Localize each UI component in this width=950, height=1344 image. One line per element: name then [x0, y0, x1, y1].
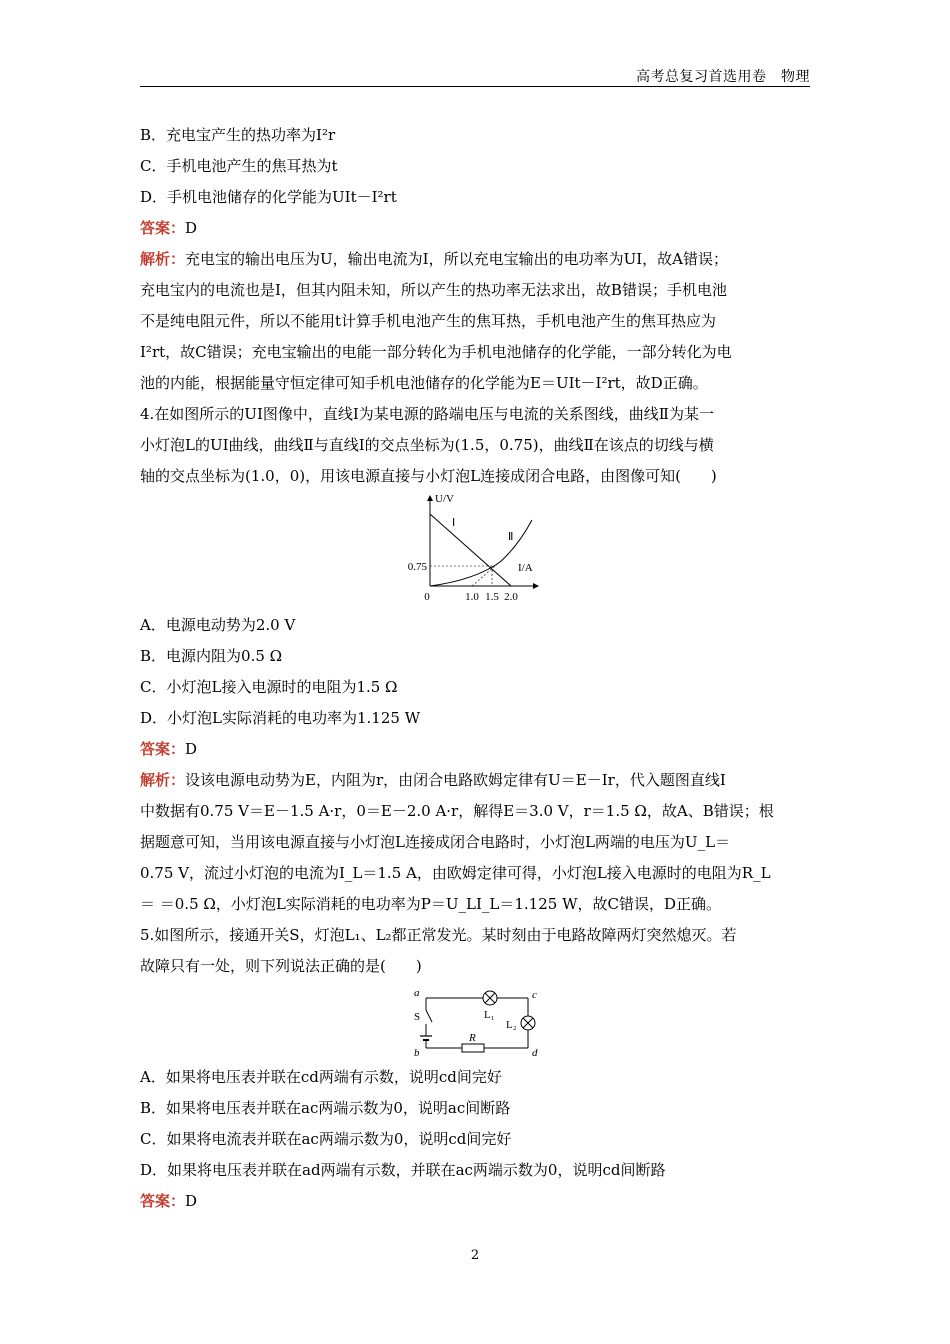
- q3-explanation-line: 充电宝内的电流也是I，但其内阻未知，所以产生的热功率无法求出，故B错误；手机电池: [140, 281, 727, 299]
- q3-explanation-line: I²rt，故C错误；充电宝输出的电能一部分转化为手机电池储存的化学能，一部分转化为电: [140, 343, 732, 361]
- q4-explanation: [140, 765, 812, 920]
- origin-label: 0: [424, 591, 430, 603]
- q5-stem-line: 5.如图所示，接通开关S，灯泡L₁、L₂都正常发光。某时刻由于电路故障两灯突然熄灭。若: [140, 926, 737, 944]
- q3-explanation-line: 解析：充电宝的输出电压为U，输出电流为I，所以充电宝输出的电功率为UI，故A错误；: [140, 250, 728, 268]
- q3-option-b: B．充电宝产生的热功率为I²r: [140, 126, 336, 144]
- q3-explanation-line: 不是纯电阻元件，所以不能用t计算手机电池产生的焦耳热，手机电池产生的焦耳热应为: [140, 312, 717, 330]
- q5-option-c: C．如果将电流表并联在ac两端示数为0，说明cd间完好: [140, 1130, 512, 1148]
- q3-explanation-label: 解析：: [140, 250, 186, 268]
- q5-option-d: D．如果将电压表并联在ad两端有示数，并联在ac两端示数为0，说明cd间断路: [140, 1161, 666, 1179]
- x-tick-label: 1.0: [465, 591, 479, 603]
- line-I-label: Ⅰ: [452, 517, 456, 529]
- x-axis-label: I/A: [518, 562, 533, 574]
- q4-explanation-line: 据题意可知，当用该电源直接与小灯泡L连接成闭合电路时，小灯泡L两端的电压为U_L＝: [140, 833, 731, 851]
- q4-option-b: B．电源内阻为0.5 Ω: [140, 647, 283, 665]
- q4-stem-line: 小灯泡L的UI曲线，曲线Ⅱ与直线Ⅰ的交点坐标为(1.5，0.75)，曲线Ⅱ在该点的切线与横: [140, 436, 714, 454]
- q5-answer-value: D: [185, 1192, 198, 1210]
- q4-stem-line: 轴的交点坐标为(1.0，0)，用该电源直接与小灯泡L连接成闭合电路，由图像可知( ): [140, 467, 717, 485]
- q4-answer-value: D: [185, 740, 198, 758]
- node-d-label: d: [532, 1047, 538, 1059]
- q4-stem: [140, 399, 812, 492]
- q3-explanation: [140, 244, 812, 399]
- page-number: 2: [470, 1248, 480, 1263]
- q4-ui-graph: [140, 492, 812, 610]
- line-I: [430, 514, 514, 586]
- page-content: [140, 120, 812, 1217]
- q5-circuit-diagram: [140, 982, 812, 1062]
- y-axis-label: U/V: [435, 493, 454, 505]
- q5-stem-line: 故障只有一处，则下列说法正确的是( ): [140, 957, 422, 975]
- x-tick-label: 1.5: [485, 591, 499, 603]
- q3-explanation-line: 池的内能，根据能量守恒定律可知手机电池储存的化学能为E＝UIt－I²rt，故D正确。: [140, 374, 708, 392]
- node-b-label: b: [414, 1047, 420, 1059]
- q5-option-b: B．如果将电压表并联在ac两端示数为0，说明ac间断路: [140, 1099, 511, 1117]
- q5-option-a: A．如果将电压表并联在cd两端有示数，说明cd间完好: [140, 1068, 502, 1086]
- switch-icon: [426, 1010, 432, 1022]
- q3-option-c: C．手机电池产生的焦耳热为t: [140, 157, 338, 175]
- q4-option-c: C．小灯泡L接入电源时的电阻为1.5 Ω: [140, 678, 398, 696]
- q5-answer-label: 答案：: [140, 1192, 186, 1210]
- q4-stem-line: 4.在如图所示的UI图像中，直线Ⅰ为某电源的路端电压与电流的关系图线，曲线Ⅱ为某一: [140, 405, 715, 423]
- line-II-label: Ⅱ: [508, 531, 514, 543]
- node-a-label: a: [414, 987, 420, 999]
- switch-label: S: [414, 1011, 421, 1023]
- running-header: 高考总复习首选用卷 物理: [636, 69, 810, 85]
- q3-option-d: D．手机电池储存的化学能为UIt－I²rt: [140, 188, 397, 206]
- resistor-label: R: [469, 1032, 476, 1044]
- q3-answer-value: D: [185, 219, 198, 237]
- q4-explanation-line: 解析：设该电源电动势为E，内阻为r，由闭合电路欧姆定律有U＝E－Ir，代入题图直线Ⅰ: [140, 771, 726, 789]
- q4-option-d: D．小灯泡L实际消耗的电功率为1.125 W: [140, 709, 421, 727]
- q4-explanation-line: 0.75 V，流过小灯泡的电流为I_L＝1.5 A，由欧姆定律可得，小灯泡L接入电源时的电阻为R_L: [140, 864, 771, 882]
- header-rule: [140, 86, 810, 87]
- q3-answer-label: 答案：: [140, 219, 186, 237]
- q4-option-a: A．电源电动势为2.0 V: [140, 616, 296, 634]
- q4-explanation-line: ＝ ＝0.5 Ω，小灯泡L实际消耗的电功率为P＝U_LI_L＝1.125 W，故C错误，D正确。: [140, 895, 722, 913]
- q4-explanation-label: 解析：: [140, 771, 186, 789]
- node-c-label: c: [532, 989, 537, 1001]
- lamp-L2-label: L₂: [506, 1019, 517, 1031]
- resistor-icon: [462, 1044, 484, 1052]
- y-tick-label: 0.75: [407, 561, 427, 573]
- q5-stem: [140, 920, 812, 982]
- q4-explanation-line: 中数据有0.75 V＝E－1.5 A·r，0＝E－2.0 A·r，解得E＝3.0 V，r＝1.5 Ω，故A、B错误；根: [140, 802, 774, 820]
- q5-answer: [140, 1186, 812, 1217]
- q4-answer-label: 答案：: [140, 740, 186, 758]
- q4-answer: [140, 734, 812, 765]
- x-tick-label: 2.0: [504, 591, 518, 603]
- curve-II: [430, 520, 532, 586]
- lamp-L1-label: L₁: [484, 1009, 495, 1021]
- q3-answer: [140, 213, 812, 244]
- tangent-line: [472, 560, 502, 586]
